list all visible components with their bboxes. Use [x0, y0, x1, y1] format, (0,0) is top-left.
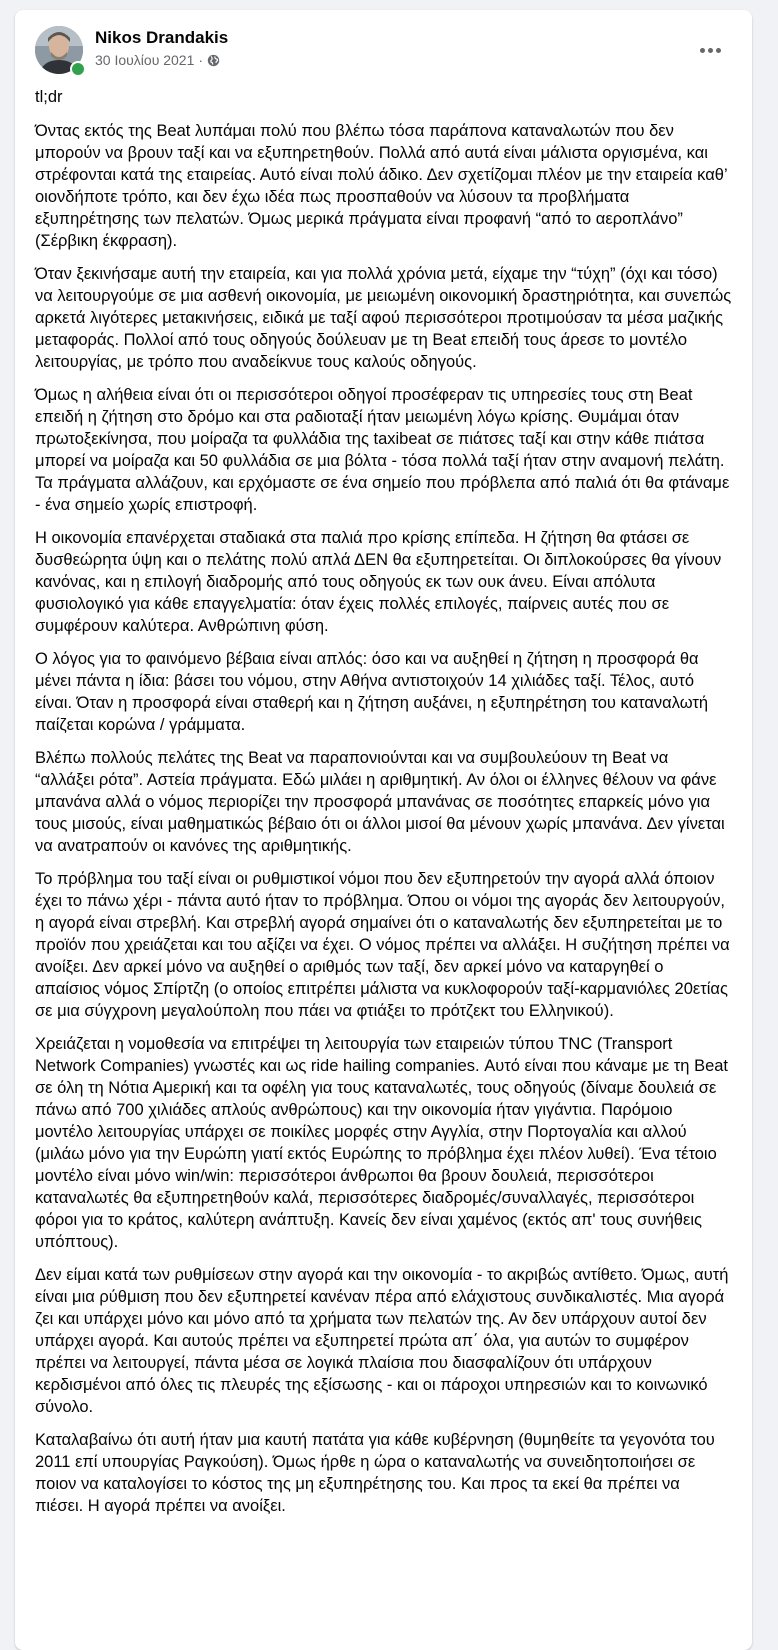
author-name[interactable]: Nikos Drandakis: [95, 28, 229, 47]
online-status-dot: [70, 61, 86, 77]
post-paragraph: Χρειάζεται η νομοθεσία να επιτρέψει τη λειτουργία των εταιρειών τύπου TNC (Transport Network Companies) γνωστές και ως ride hailing companies. Αυτό είναι που κάναμε με τη Beat σε όλη τη Νότια Αμερική και τα οφέλη για τους καταναλωτές, τους οδηγούς (δίναμε δουλειά σε πάνω από 700 χιλιάδες απλούς ανθρώπους) και την οικονομία ήταν γιγάντια. Παρόμοιο μοντέλο λειτουργίας υπάρχει σε ποικίλες μορφές στην Αγγλία, στην Πορτογαλία και αλλού (μιλάω μόνο για την Ευρώπη γιατί εκτός Ευρώπης το πρόβλημα έχει πλέον λυθεί). Ένα τέτοιο μοντέλο είναι μόνο win/win: περισσότεροι άνθρωποι θα βρουν δουλειά, περισσότεροι καταναλωτές θα εξυπηρετηθούν καλά, περισσότερες διαδρομές/συναλλαγές, περισσότεροι φόροι για το κράτος, καλύτερη ανάπτυξη. Κανείς δεν είναι χαμένος (εκτός απ' τους συνήθεις υπόπτους).: [35, 1035, 729, 1251]
post-paragraph: Η οικονομία επανέρχεται σταδιακά στα παλιά προ κρίσης επίπεδα. Η ζήτηση θα φτάσει σε δυσθεώρητα ύψη και ο πελάτης πολύ απλά ΔΕΝ θα εξυπηρετείται. Οι διπλοκούρσες θα γίνουν κανόνας, και η επιλογή διαδρομής από τους οδηγούς εκ των ουκ άνευ. Είναι απόλυτα φυσιολογικό για κάθε επαγγελματία: όταν έχεις πολλές επιλογές, παίρνεις αυτές που σε συμφέρουν καλύτερα. Ανθρώπινη φύση.: [35, 529, 722, 635]
post-date[interactable]: 30 Ιουλίου 2021: [95, 52, 195, 68]
post-paragraph: Όντας εκτός της Beat λυπάμαι πολύ που βλέπω τόσα παράπονα καταναλωτών που δεν μπορούν να βρουν ταξί και να εξυπηρετηθούν. Πολλά από αυτά είναι μάλιστα οργισμένα, και στρέφονται κατά της εταιρείας. Αυτό είναι πολύ άδικο. Δεν σχετίζομαι πλέον με την εταιρεία καθ’ οιονδήποτε τρόπο, και δεν έχω ιδέα πως προσπαθούν να λύσουν τα προβλήματα εξυπηρέτησης των πελατών. Όμως μερικά πράγματα είναι προφανή “από το αεροπλάνο” (Σέρβικη έκφραση).: [35, 122, 727, 250]
post-paragraph: Δεν είμαι κατά των ρυθμίσεων στην αγορά και την οικονομία - το ακριβώς αντίθετο. Όμως, αυτή είναι μια ρύθμιση που δεν εξυπηρετεί κανέναν πέρα από ελάχιστους συνδικαλιστές. Μια αγορά ζει και υπάρχει μόνο και μόνο από τα χρήματα των πελατών της. Αν δεν υπάρχουν αυτοί δεν υπάρχει αγορά. Και αυτούς πρέπει να εξυπηρετεί πρώτα απ΄ όλα, για αυτών το συμφέρον πρέπει να λειτουργεί, πάντα μέσα σε λογικά πλαίσια που διασφαλίζουν ότι υπάρχουν κερδισμένοι από όλες τις πλευρές της εξίσωσης - και οι πάροχοι υπηρεσιών και το κοινωνικό σύνολο.: [35, 1266, 729, 1416]
post-paragraph: Ο λόγος για το φαινόμενο βέβαια είναι απλός: όσο και να αυξηθεί η ζήτηση η προσφορά θα μένει πάντα η ίδια: βάσει του νόμου, στην Αθήνα αντιστοιχούν 14 χιλιάδες ταξί. Τέλος, αυτό είναι. Όταν η προσφορά είναι σταθερή και η ζήτηση αυξάνει, η εξυπηρέτηση του καταναλωτή παίζεται κορώνα / γράμματα.: [35, 650, 709, 734]
more-options-icon[interactable]: [692, 32, 728, 68]
meta-separator: ·: [198, 52, 204, 68]
post-header: [35, 26, 736, 76]
post-paragraph: Όμως η αλήθεια είναι ότι οι περισσότεροι οδηγοί προσέφεραν τις υπηρεσίες τους στη Beat επειδή η ζήτηση στο δρόμο και στα ραδιοταξί ήταν μειωμένη λόγω κρίσης. Θυμάμαι όταν πρωτοξεκίνησα, που μοίραζα τα φυλλάδια της taxibeat σε πιάτσες ταξί και στην κάθε πιάτσα μπορεί να μοίραζα και 50 φυλλάδια σε μια βόλτα - τόσα πολλά ταξί ήταν στην αναμονή πελάτη. Τα πράγματα αλλάζουν, και ερχόμαστε σε ένα σημείο που πρόβλεπα από παλιά ότι θα φτάναμε - ένα σημείο χωρίς επιστροφή.: [35, 386, 730, 514]
post-paragraph: Καταλαβαίνω ότι αυτή ήταν μια καυτή πατάτα για κάθε κυβέρνηση (θυμηθείτε τα γεγονότα του 2011 επί υπουργίας Ραγκούση). Όμως ήρθε η ώρα ο καταναλωτής να συνειδητοποιήσει σε ποιον να καταλογίσει το κόστος της μη εξυπηρέτησης του. Και προς τα εκεί θα πρέπει να πιέσει. Η αγορά πρέπει να ανοίξει.: [35, 1431, 715, 1515]
post-paragraph: tl;dr: [35, 88, 63, 106]
post-paragraph: Βλέπω πολλούς πελάτες της Beat να παραπονιούνται και να συμβουλεύουν τη Beat να “αλλάξει ρότα”. Αστεία πράγματα. Εδώ μιλάει η αριθμητική. Αν όλοι οι έλληνες θέλουν να φάνε μπανάνα αλλά ο νόμος περιορίζει την προσφορά μπανάνας σε ποσότητες επαρκείς μόνο για τους μισούς, είναι μαθηματικώς βέβαιο ότι οι άλλοι μισοί θα μένουν χωρίς μπανάνα. Δεν γίνεται να ανατραπούν οι κανόνες της αριθμητικής.: [35, 749, 725, 855]
more-dot: [700, 48, 705, 53]
more-dot: [716, 48, 721, 53]
globe-icon[interactable]: [207, 54, 220, 67]
post-paragraph: Όταν ξεκινήσαμε αυτή την εταιρεία, και για πολλά χρόνια μετά, είχαμε την “τύχη” (όχι και τόσο) να λειτουργούμε σε μια ασθενή οικονομία, με μειωμένη οικονομική δραστηριότητα, και συνεπώς αρκετά λιγότερες μετακινήσεις, ειδικά με ταξί αφού περισσότεροι προτιμούσαν τα μέσα μαζικής μεταφοράς. Πολλοί από τους οδηγούς δούλευαν με τη Beat επειδή τους άρεσε το μοντέλο λειτουργίας, με τρόπο που αναδείκνυε τους καλούς οδηγούς.: [35, 265, 732, 371]
post-card: [15, 10, 752, 1650]
more-dot: [708, 48, 713, 53]
post-meta: [95, 52, 220, 68]
post-body: [35, 86, 732, 1528]
post-paragraph: Το πρόβλημα του ταξί είναι οι ρυθμιστικοί νόμοι που δεν εξυπηρετούν την αγορά αλλά όποιον έχει το πάνω χέρι - πάντα αυτό ήταν το πρόβλημα. Όπου οι νόμοι της αγοράς δεν λειτουργούν, η αγορά είναι στρεβλή. Και στρεβλή αγορά σημαίνει ότι ο καταναλωτής δεν εξυπηρετείται με το προϊόν που χρειάζεται και του αξίζει να έχει. Ο νόμος πρέπει να αλλάξει. Η συζήτηση πρέπει να ανοίξει. Δεν αρκεί μόνο να αυξηθεί ο αριθμός των ταξί, δεν αρκεί μόνο να καταργηθεί ο απαίσιος νόμος Σπίρτζη (ο οποίος επιτρέπει μάλιστα να κυκλοφορούν ταξί-καρμανιόλες 20ετίας σε μια σύγχρονη μεγαλούπολη που πάει να φτιάξει το πρότζεκτ του Ελληνικού).: [35, 870, 730, 1020]
